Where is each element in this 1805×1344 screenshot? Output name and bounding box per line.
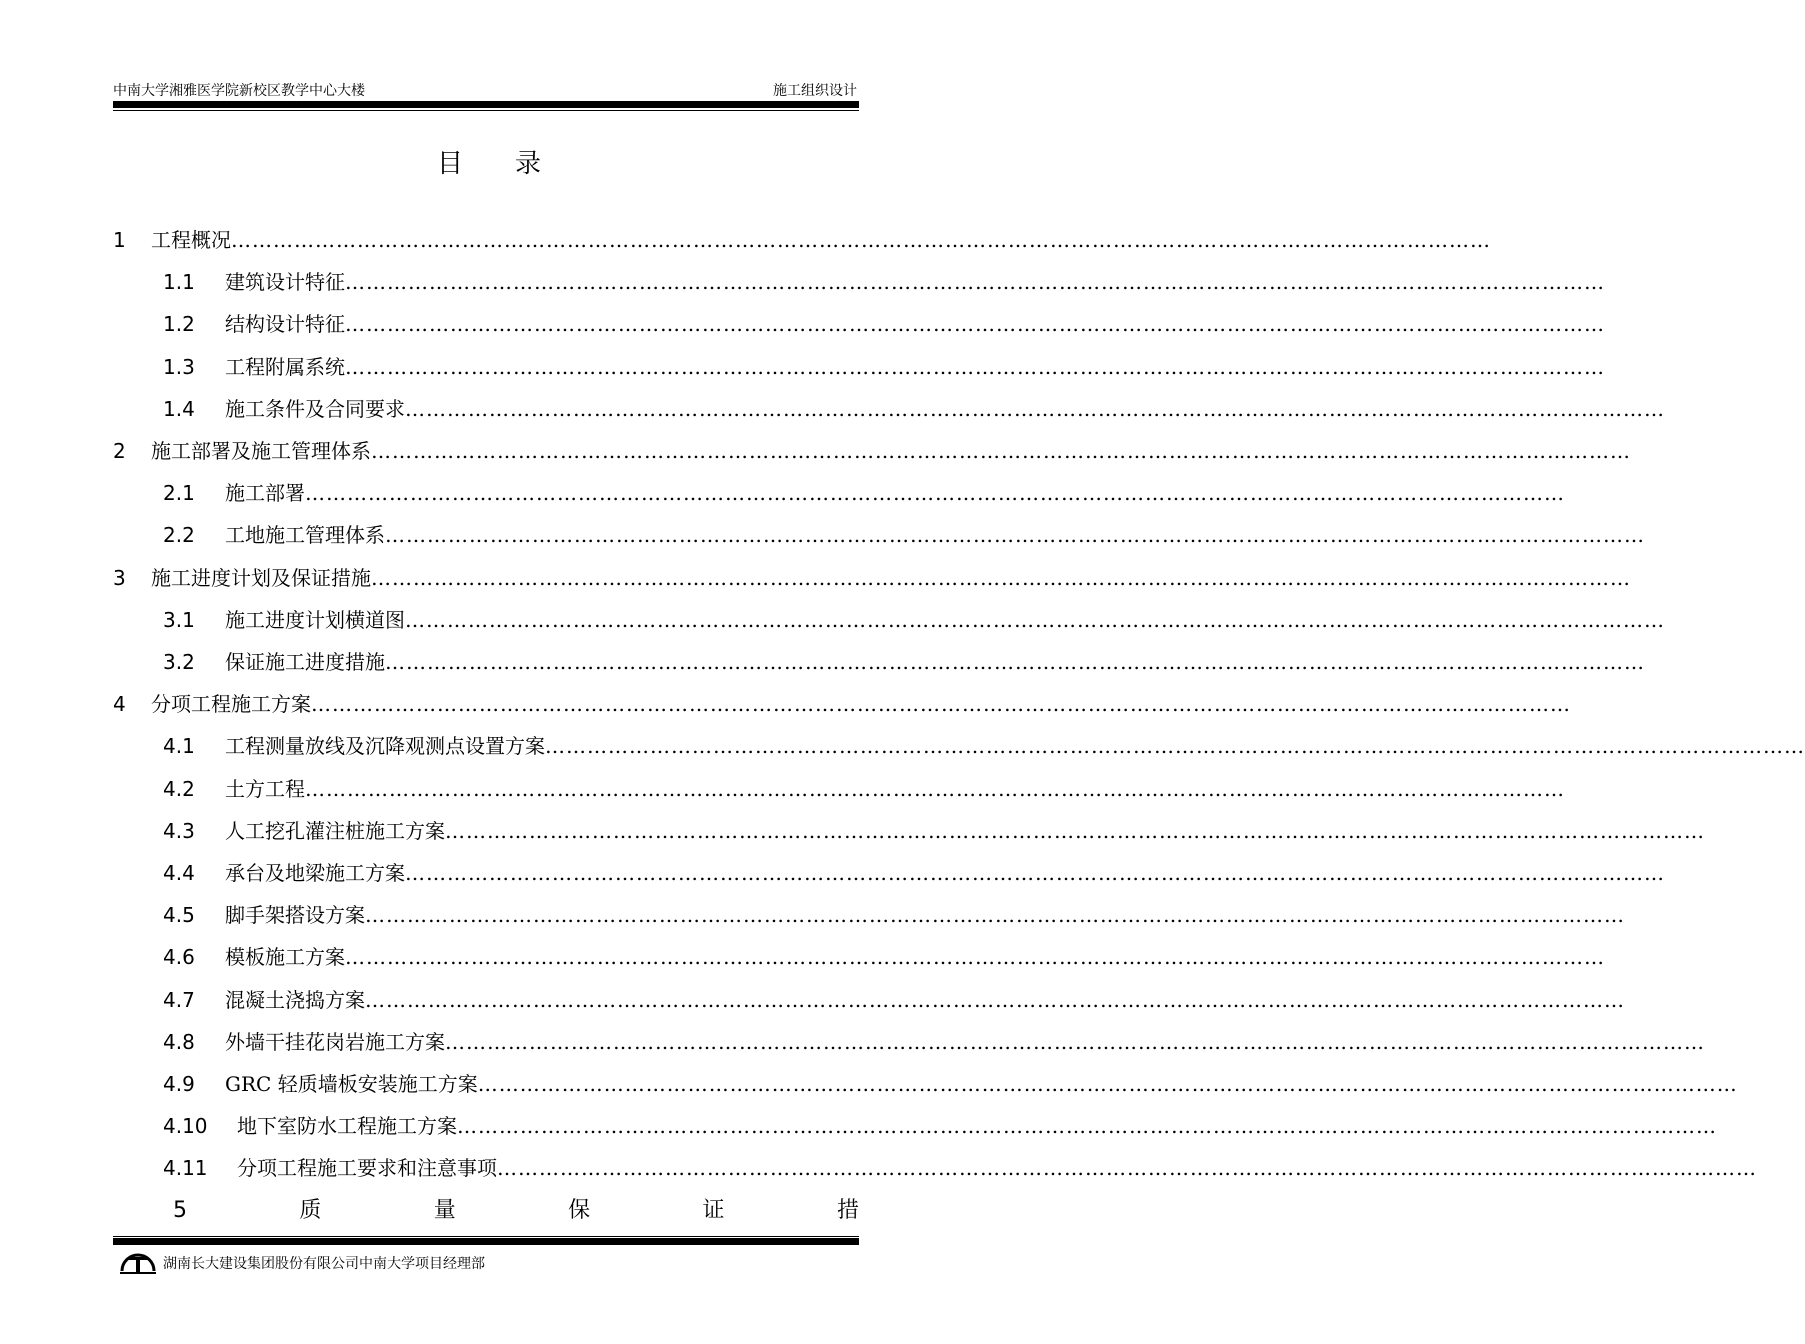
toc-entry-text: 工地施工管理体系: [225, 523, 385, 547]
toc-row[interactable]: [163, 605, 1665, 635]
toc-leader-dots: ………………………………………………………………………………………………………………………………………………………………: [305, 481, 1565, 505]
toc-row[interactable]: [163, 942, 1605, 972]
toc-row[interactable]: [163, 900, 1625, 930]
toc-leader-dots: ………………………………………………………………………………………………………………………………………………………………: [305, 777, 1565, 801]
toc-char: 量: [433, 1198, 456, 1223]
toc-number: 4.11: [163, 1156, 208, 1180]
toc-leader-dots: ………………………………………………………………………………………………………………………………………………………………: [477, 1072, 1738, 1096]
toc-number: 2: [113, 439, 126, 463]
toc-leader-dots: ………………………………………………………………………………………………………………………………………………………………: [405, 861, 1665, 885]
toc-number: 1: [113, 228, 126, 252]
toc-row[interactable]: [113, 436, 1631, 466]
toc-number: 2.1: [163, 481, 195, 505]
toc-entry-text: GRC 轻质墙板安装施工方案: [225, 1072, 478, 1096]
toc-row[interactable]: [163, 309, 1605, 339]
toc-entry-text: 人工挖孔灌注桩施工方案: [225, 819, 445, 843]
toc-leader-dots: ………………………………………………………………………………………………………………………………………………………………: [231, 228, 1491, 252]
toc-row[interactable]: [163, 1027, 1705, 1057]
toc-row-partial: [113, 1196, 859, 1226]
toc-number: 4: [113, 692, 126, 716]
toc-entry-text: 工程附属系统: [225, 355, 345, 379]
toc-row[interactable]: [163, 1111, 1717, 1141]
toc-entry-text: 施工进度计划及保证措施: [151, 566, 371, 590]
toc-entry-text: 脚手架搭设方案: [225, 903, 365, 927]
toc-row[interactable]: [163, 267, 1605, 297]
toc-row[interactable]: [163, 520, 1645, 550]
toc-row[interactable]: [113, 563, 1631, 593]
toc-leader-dots: ………………………………………………………………………………………………………………………………………………………………: [345, 355, 1605, 379]
toc-row[interactable]: [163, 352, 1605, 382]
toc-leader-dots: ………………………………………………………………………………………………………………………………………………………………: [365, 988, 1625, 1012]
toc-number: 4.1: [163, 734, 195, 758]
toc-entry-text: 地下室防水工程施工方案: [237, 1114, 457, 1138]
toc-number: 5: [173, 1198, 187, 1223]
toc-entry-text: 工程测量放线及沉降观测点设置方案: [225, 734, 545, 758]
toc-row[interactable]: [163, 1069, 1738, 1099]
toc-leader-dots: ………………………………………………………………………………………………………………………………………………………………: [457, 1114, 1717, 1138]
toc-row[interactable]: [113, 689, 1571, 719]
toc-leader-dots: ………………………………………………………………………………………………………………………………………………………………: [311, 692, 1571, 716]
toc-leader-dots: ………………………………………………………………………………………………………………………………………………………………: [405, 397, 1665, 421]
company-logo-icon: [118, 1245, 158, 1277]
toc-entry-text: 建筑设计特征: [225, 270, 345, 294]
toc-number: 1.1: [163, 270, 195, 294]
toc-leader-dots: ………………………………………………………………………………………………………………………………………………………………: [385, 523, 1645, 547]
header-project-name: 中南大学湘雅医学院新校区教学中心大楼: [113, 83, 365, 99]
toc-row[interactable]: [163, 1153, 1757, 1183]
footer-rule-thin: [113, 1236, 859, 1237]
toc-number: 1.3: [163, 355, 195, 379]
toc-row[interactable]: [163, 394, 1665, 424]
toc-row[interactable]: [163, 816, 1705, 846]
toc-number: 4.9: [163, 1072, 195, 1096]
header-rule-thin: [113, 110, 859, 111]
toc-entry-text: 外墙干挂花岗岩施工方案: [225, 1030, 445, 1054]
toc-number: 3: [113, 566, 126, 590]
toc-leader-dots: ………………………………………………………………………………………………………………………………………………………………: [385, 650, 1645, 674]
toc-row[interactable]: [163, 774, 1565, 804]
header-rule: [113, 101, 859, 108]
toc-number: 1.2: [163, 312, 195, 336]
toc-row[interactable]: [113, 225, 1491, 255]
toc-entry-text: 结构设计特征: [225, 312, 345, 336]
toc-entry-text: 工程概况: [151, 228, 231, 252]
toc-number: 1.4: [163, 397, 195, 421]
toc-row[interactable]: [163, 858, 1665, 888]
toc-leader-dots: ………………………………………………………………………………………………………………………………………………………………: [371, 439, 1631, 463]
toc-leader-dots: ………………………………………………………………………………………………………………………………………………………………: [545, 734, 1805, 758]
toc-number: 4.10: [163, 1114, 208, 1138]
toc-char: 质: [299, 1198, 322, 1223]
footer-company-name: 湖南长大建设集团股份有限公司中南大学项目经理部: [163, 1256, 485, 1272]
toc-row[interactable]: [163, 647, 1645, 677]
toc-number: 3.1: [163, 608, 195, 632]
toc-number: 4.5: [163, 903, 195, 927]
toc-char: 保: [568, 1198, 591, 1223]
toc-leader-dots: ………………………………………………………………………………………………………………………………………………………………: [445, 819, 1705, 843]
toc-number: 4.2: [163, 777, 195, 801]
toc-char: 证: [702, 1198, 725, 1223]
toc-leader-dots: ………………………………………………………………………………………………………………………………………………………………: [405, 608, 1665, 632]
page-title: 目录: [436, 149, 593, 179]
toc-entry-text: 施工条件及合同要求: [225, 397, 405, 421]
toc-number: 4.7: [163, 988, 195, 1012]
toc-row[interactable]: [163, 478, 1565, 508]
toc-number: 4.6: [163, 945, 195, 969]
toc-leader-dots: ………………………………………………………………………………………………………………………………………………………………: [365, 903, 1625, 927]
toc-number: 3.2: [163, 650, 195, 674]
toc-entry-text: 分项工程施工要求和注意事项: [237, 1156, 497, 1180]
toc-entry-text: 分项工程施工方案: [151, 692, 311, 716]
toc-entry-text: 混凝土浇捣方案: [225, 988, 365, 1012]
toc-row[interactable]: [163, 731, 1805, 761]
toc-number: 4.8: [163, 1030, 195, 1054]
toc-entry-text: 土方工程: [225, 777, 305, 801]
footer-rule: [113, 1238, 859, 1245]
toc-leader-dots: ………………………………………………………………………………………………………………………………………………………………: [497, 1156, 1757, 1180]
header-document-type: 施工组织设计: [773, 83, 857, 99]
toc-leader-dots: ………………………………………………………………………………………………………………………………………………………………: [345, 945, 1605, 969]
toc-entry-text: 施工部署及施工管理体系: [151, 439, 371, 463]
toc-number: 2.2: [163, 523, 195, 547]
toc-number: 4.3: [163, 819, 195, 843]
toc-char: 措: [836, 1198, 859, 1223]
toc-leader-dots: ………………………………………………………………………………………………………………………………………………………………: [445, 1030, 1705, 1054]
toc-entry-text: 施工进度计划横道图: [225, 608, 405, 632]
toc-leader-dots: ………………………………………………………………………………………………………………………………………………………………: [345, 270, 1605, 294]
toc-entry-text: 保证施工进度措施: [225, 650, 385, 674]
toc-entry-text: 模板施工方案: [225, 945, 345, 969]
toc-entry-text: 承台及地梁施工方案: [225, 861, 405, 885]
toc-entry-text: 施工部署: [225, 481, 305, 505]
toc-row[interactable]: [163, 985, 1625, 1015]
toc-leader-dots: ………………………………………………………………………………………………………………………………………………………………: [371, 566, 1631, 590]
toc-number: 4.4: [163, 861, 195, 885]
toc-leader-dots: ………………………………………………………………………………………………………………………………………………………………: [345, 312, 1605, 336]
